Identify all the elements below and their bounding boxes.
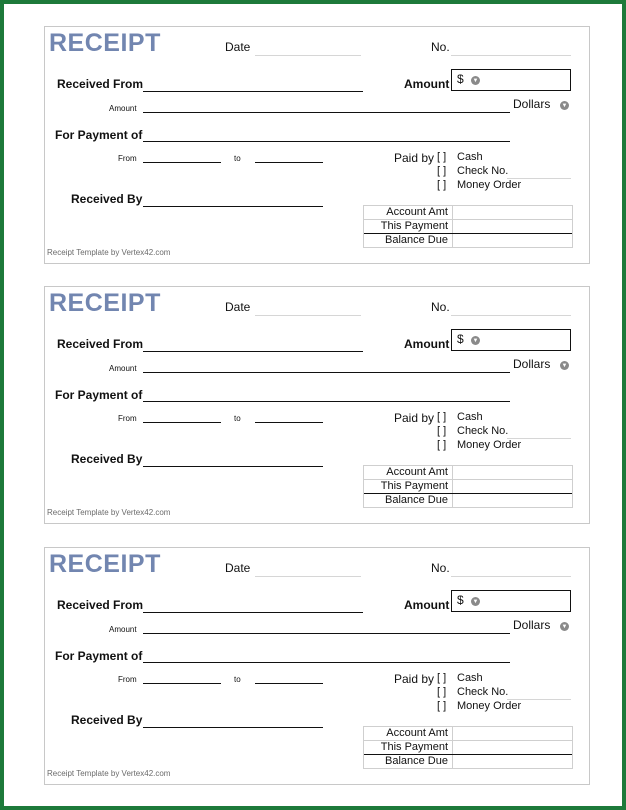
checkbox-cash[interactable]: [ ] [437,672,447,684]
received-by-label: Received By [71,713,143,727]
number-label: No. [431,40,450,54]
checkbox-money-order[interactable]: [ ] [437,439,447,451]
receipt-title: RECEIPT [49,550,161,578]
balance-due-value[interactable] [452,234,572,247]
received-by-field[interactable] [143,466,323,467]
footer-credit: Receipt Template by Vertex42.com [47,769,171,778]
received-from-field[interactable] [143,612,363,613]
for-payment-field[interactable] [143,662,510,663]
balance-due-label: Balance Due [385,234,448,246]
checkbox-money-order[interactable]: [ ] [437,179,447,191]
dollars-label: Dollars [513,357,551,371]
paid-by-label: Paid by [394,151,435,165]
balance-due-label: Balance Due [385,755,448,767]
this-payment-value[interactable] [452,480,572,493]
table-row [364,755,572,768]
summary-table [363,726,573,769]
date-label: Date [225,561,251,575]
paid-by-label: Paid by [394,411,435,425]
chevron-down-icon[interactable]: ▼ [472,599,479,605]
receipt-title: RECEIPT [49,289,161,317]
received-from-field[interactable] [143,351,363,352]
from-field[interactable] [143,683,221,684]
from-field[interactable] [143,162,221,163]
date-field[interactable] [255,55,361,56]
account-amt-label: Account Amt [386,466,448,478]
number-field[interactable] [451,55,571,56]
this-payment-label: This Payment [380,480,448,492]
for-payment-label: For Payment of [55,388,143,402]
cash-label: Cash [457,411,483,423]
table-row [364,480,572,494]
date-field[interactable] [255,576,361,577]
received-from-field[interactable] [143,91,363,92]
account-amt-label: Account Amt [386,206,448,218]
this-payment-value[interactable] [452,220,572,233]
chevron-down-icon[interactable]: ▼ [472,338,479,344]
chevron-down-icon[interactable]: ▼ [561,624,568,630]
cash-label: Cash [457,672,483,684]
for-payment-field[interactable] [143,401,510,402]
checkbox-money-order[interactable]: [ ] [437,700,447,712]
check-no-label: Check No. [457,686,509,698]
currency-symbol: $ [457,593,464,607]
account-amt-value[interactable] [452,206,572,219]
checkbox-cash[interactable]: [ ] [437,411,447,423]
check-no-label: Check No. [457,165,509,177]
currency-symbol: $ [457,72,464,86]
check-no-label: Check No. [457,425,509,437]
amount-words-field[interactable] [143,372,510,373]
table-row [364,466,572,480]
amount-words-field[interactable] [143,633,510,634]
received-by-field[interactable] [143,206,323,207]
amount-label: Amount [404,337,450,351]
table-row [364,494,572,507]
checkbox-check[interactable]: [ ] [437,165,447,177]
balance-due-value[interactable] [452,494,572,507]
account-amt-value[interactable] [452,466,572,479]
footer-credit: Receipt Template by Vertex42.com [47,248,171,257]
to-field[interactable] [255,683,323,684]
account-amt-value[interactable] [452,727,572,740]
number-label: No. [431,561,450,575]
receipt-title: RECEIPT [49,29,161,57]
date-label: Date [225,300,251,314]
table-row [364,220,572,234]
chevron-down-icon[interactable]: ▼ [472,78,479,84]
table-row [364,727,572,741]
summary-table [363,465,573,508]
amount-words-label: Amount [109,364,137,373]
cash-label: Cash [457,151,483,163]
amount-label: Amount [404,598,450,612]
received-from-label: Received From [57,77,144,91]
checkbox-check[interactable]: [ ] [437,425,447,437]
to-label: to [234,154,241,163]
amount-label: Amount [404,77,450,91]
from-label: From [118,154,137,163]
received-by-label: Received By [71,192,143,206]
chevron-down-icon[interactable]: ▼ [561,103,568,109]
received-from-label: Received From [57,598,144,612]
dollars-label: Dollars [513,618,551,632]
currency-symbol: $ [457,332,464,346]
received-by-label: Received By [71,452,143,466]
amount-words-label: Amount [109,625,137,634]
to-field[interactable] [255,162,323,163]
table-row [364,741,572,755]
money-order-label: Money Order [457,439,522,451]
for-payment-label: For Payment of [55,128,143,142]
footer-credit: Receipt Template by Vertex42.com [47,508,171,517]
from-label: From [118,414,137,423]
this-payment-label: This Payment [380,220,448,232]
receipt [44,286,590,524]
receipt [44,26,590,264]
amount-field[interactable] [451,590,571,612]
to-label: to [234,675,241,684]
date-field[interactable] [255,315,361,316]
this-payment-label: This Payment [380,741,448,753]
dollars-label: Dollars [513,97,551,111]
to-field[interactable] [255,422,323,423]
from-label: From [118,675,137,684]
balance-due-value[interactable] [452,755,572,768]
this-payment-value[interactable] [452,741,572,754]
number-label: No. [431,300,450,314]
from-field[interactable] [143,422,221,423]
received-by-field[interactable] [143,727,323,728]
summary-table [363,205,573,248]
for-payment-field[interactable] [143,141,510,142]
chevron-down-icon[interactable]: ▼ [561,363,568,369]
to-label: to [234,414,241,423]
amount-words-field[interactable] [143,112,510,113]
amount-field[interactable] [451,329,571,351]
received-from-label: Received From [57,337,144,351]
paid-by-label: Paid by [394,672,435,686]
account-amt-label: Account Amt [386,727,448,739]
balance-due-label: Balance Due [385,494,448,506]
amount-words-label: Amount [109,104,137,113]
money-order-label: Money Order [457,179,522,191]
date-label: Date [225,40,251,54]
table-row [364,234,572,247]
money-order-label: Money Order [457,700,522,712]
receipt [44,547,590,785]
amount-field[interactable] [451,69,571,91]
number-field[interactable] [451,315,571,316]
checkbox-cash[interactable]: [ ] [437,151,447,163]
number-field[interactable] [451,576,571,577]
checkbox-check[interactable]: [ ] [437,686,447,698]
for-payment-label: For Payment of [55,649,143,663]
table-row [364,206,572,220]
